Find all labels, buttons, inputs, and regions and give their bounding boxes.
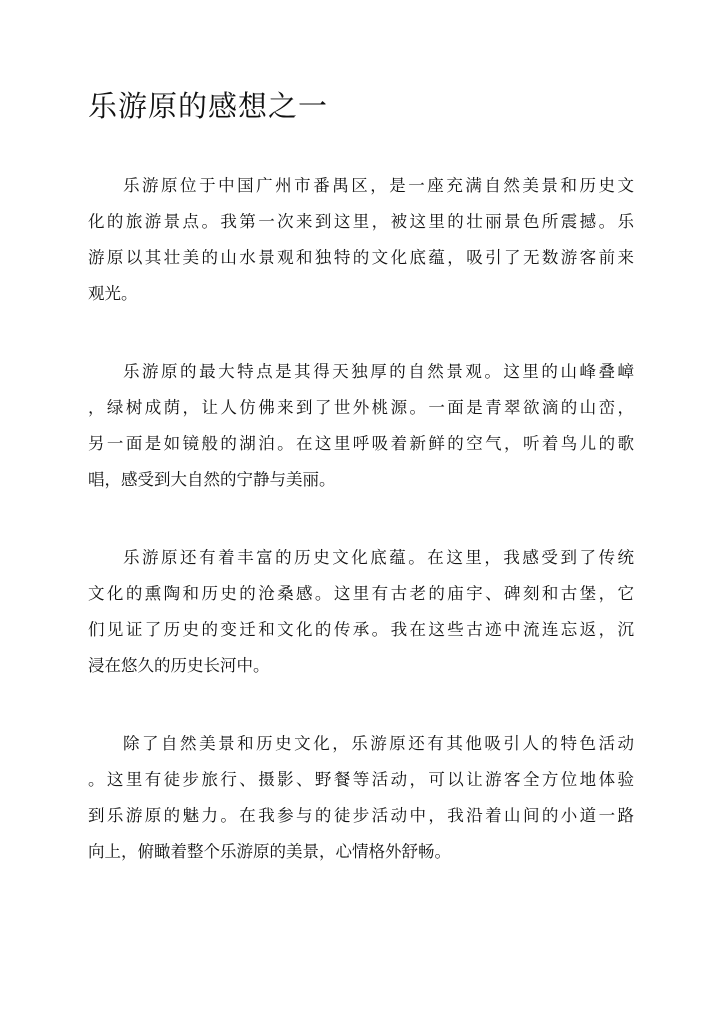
paragraph-line: 除了自然美景和历史文化，乐游原还有其他吸引人的特色活动 — [123, 734, 634, 753]
paragraph-line: 化的旅游景点。我第一次来到这里，被这里的壮丽景色所震撼。乐 — [88, 212, 634, 231]
paragraph-line: 们见证了历史的变迁和文化的传承。我在这些古迹中流连忘返，沉 — [88, 620, 634, 639]
paragraph-line: 唱，感受到大自然的宁静与美丽。 — [88, 470, 336, 489]
paragraph-line: 乐游原的最大特点是其得天独厚的自然景观。这里的山峰叠嶂 — [123, 362, 634, 381]
document-title: 乐游原的感想之一 — [88, 89, 329, 123]
paragraph-line: 乐游原位于中国广州市番禺区，是一座充满自然美景和历史文 — [123, 176, 634, 195]
paragraph-line: 乐游原还有着丰富的历史文化底蕴。在这里，我感受到了传统 — [123, 548, 634, 567]
paragraph-line: 观光。 — [88, 284, 138, 303]
paragraph-line: 。这里有徒步旅行、摄影、野餐等活动，可以让游客全方位地体验 — [88, 770, 634, 789]
paragraph-line: 到乐游原的魅力。在我参与的徒步活动中，我沿着山间的小道一路 — [88, 806, 634, 825]
paragraph-line: 另一面是如镜般的湖泊。在这里呼吸着新鲜的空气，听着鸟儿的歌 — [88, 434, 634, 453]
paragraph-4 — [88, 726, 634, 870]
paragraph-line: 游原以其壮美的山水景观和独特的文化底蕴，吸引了无数游客前来 — [88, 248, 634, 267]
paragraph-line: 文化的熏陶和历史的沧桑感。这里有古老的庙宇、碑刻和古堡，它 — [88, 584, 634, 603]
paragraph-line: ，绿树成荫，让人仿佛来到了世外桃源。一面是青翠欲滴的山峦， — [88, 398, 634, 417]
paragraph-3 — [88, 540, 634, 684]
paragraph-line: 浸在悠久的历史长河中。 — [88, 656, 270, 675]
paragraph-1 — [88, 168, 634, 312]
paragraph-2 — [88, 354, 634, 498]
paragraph-line: 向上，俯瞰着整个乐游原的美景，心情格外舒畅。 — [88, 842, 451, 861]
